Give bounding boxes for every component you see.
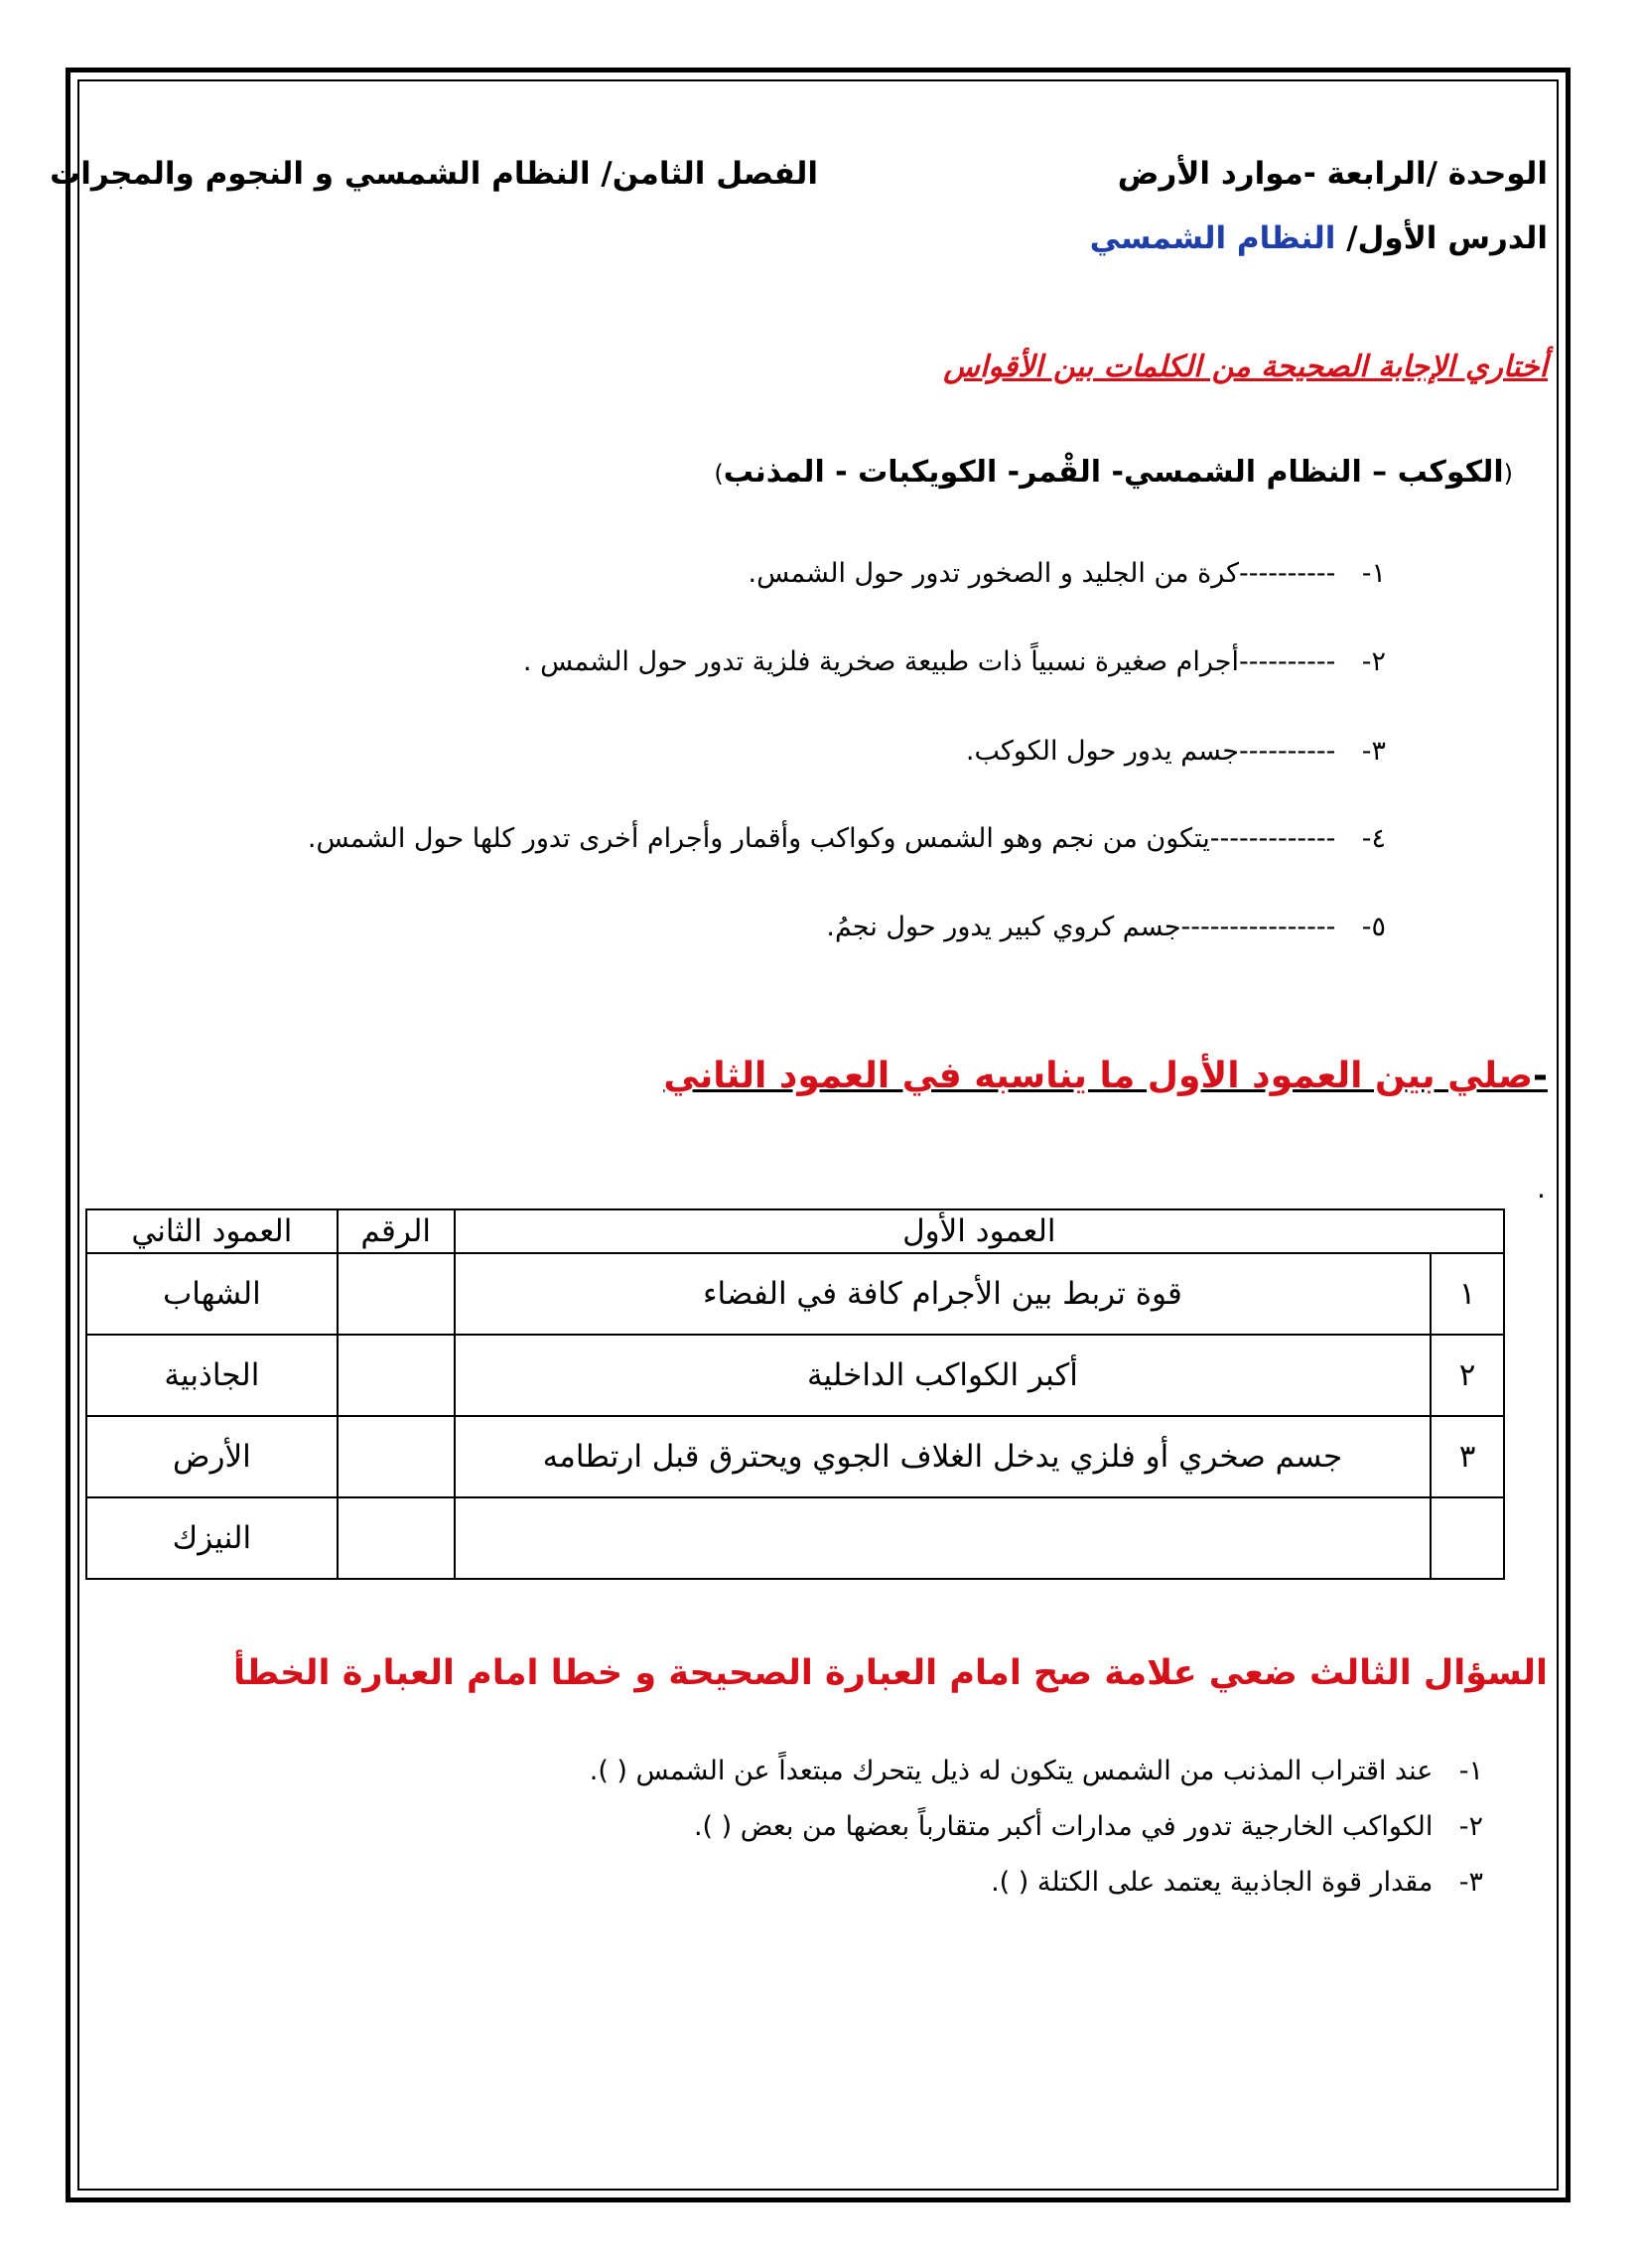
table-row — [86, 1416, 1504, 1497]
tf-item-number: ٢- — [1458, 1811, 1483, 1842]
header-column-two: العمود الثاني — [86, 1209, 338, 1253]
second-column-cell: الشهاب — [86, 1253, 338, 1335]
table-row — [86, 1497, 1504, 1579]
unit-title: الوحدة /الرابعة -موارد الأرض — [1117, 156, 1548, 192]
fill-item-text: كرة من الجليد و الصخور تدور حول الشمس. — [748, 558, 1239, 589]
fill-item-blank[interactable]: ---------- — [1238, 558, 1336, 589]
second-column-cell: الجاذبية — [86, 1335, 338, 1416]
lesson-name: النظام الشمسي — [1089, 220, 1336, 256]
fill-item-number: ٤- — [1361, 823, 1386, 854]
fill-item-blank[interactable]: ---------- — [1238, 646, 1336, 677]
fill-item-number: ٢- — [1361, 646, 1386, 677]
tf-item-text[interactable]: مقدار قوة الجاذبية يعتمد على الكتلة ( ). — [991, 1867, 1434, 1898]
tf-item-text[interactable]: الكواكب الخارجية تدور في مدارات أكبر متقارباً بعضها من بعض ( ). — [693, 1811, 1434, 1842]
fill-item-number: ٥- — [1361, 912, 1386, 942]
fill-item — [308, 823, 1386, 854]
row-index: ٢ — [1431, 1335, 1504, 1416]
fill-item-number: ١- — [1361, 558, 1386, 589]
header-number: الرقم — [338, 1209, 455, 1253]
table-header-row — [86, 1209, 1504, 1253]
tf-item-number: ١- — [1458, 1756, 1483, 1786]
answer-number-cell[interactable] — [338, 1335, 455, 1416]
section1-title: أختاري الإجابة الصحيحة من الكلمات بين الأقواس — [943, 350, 1548, 384]
fill-item-text: جسم كروي كبير يدور حول نجمُ. — [826, 912, 1181, 942]
first-column-cell: أكبر الكواكب الداخلية — [455, 1335, 1431, 1416]
tf-item-text[interactable]: عند اقتراب المذنب من الشمس يتكون له ذيل يتحرك مبتعداً عن الشمس ( ). — [589, 1756, 1434, 1786]
matching-table — [85, 1208, 1505, 1580]
fill-item-blank[interactable]: ---------- — [1238, 736, 1336, 767]
answer-number-cell[interactable] — [338, 1253, 455, 1335]
second-column-cell: النيزك — [86, 1497, 338, 1579]
first-column-cell — [455, 1497, 1431, 1579]
section2-dash: - — [1533, 1056, 1548, 1096]
section2-title-text: صلي بين العمود الأول ما يناسبه في العمود الثاني — [663, 1056, 1534, 1096]
tf-item-number: ٣- — [1458, 1867, 1483, 1898]
true-false-item — [694, 1811, 1483, 1842]
true-false-item — [590, 1756, 1483, 1786]
stray-dot: . — [1537, 1172, 1546, 1205]
fill-item — [966, 736, 1386, 767]
true-false-item — [991, 1867, 1483, 1898]
row-index — [1431, 1497, 1504, 1579]
row-index: ١ — [1431, 1253, 1504, 1335]
fill-item-blank[interactable]: ------------- — [1209, 823, 1336, 854]
word-bank-text: الكوكب – النظام الشمسي- القْمر- الكويكبات - المذنب — [723, 455, 1504, 490]
first-column-cell: جسم صخري أو فلزي يدخل الغلاف الجوي ويحترق قبل ارتطامه — [455, 1416, 1431, 1497]
lesson-title — [1090, 220, 1548, 256]
fill-item-text: يتكون من نجم وهو الشمس وكواكب وأقمار وأجرام أخرى تدور كلها حول الشمس. — [307, 823, 1210, 854]
fill-item-number: ٣- — [1361, 736, 1386, 767]
fill-item — [523, 646, 1386, 677]
first-column-cell: قوة تربط بين الأجرام كافة في الفضاء — [455, 1253, 1431, 1335]
fill-item-text: أجرام صغيرة نسبياً ذات طبيعة صخرية فلزية تدور حول الشمس . — [522, 646, 1239, 677]
fill-item — [826, 912, 1386, 942]
row-index: ٣ — [1431, 1416, 1504, 1497]
word-bank-close-paren: ) — [714, 460, 724, 488]
table-row — [86, 1253, 1504, 1335]
word-bank-open-paren: ( — [1503, 460, 1513, 488]
fill-item-text: جسم يدور حول الكوكب. — [965, 736, 1239, 767]
table-row — [86, 1335, 1504, 1416]
fill-item-blank[interactable]: ---------------- — [1180, 912, 1336, 942]
lesson-prefix: الدرس الأول/ — [1346, 220, 1548, 256]
answer-number-cell[interactable] — [338, 1416, 455, 1497]
second-column-cell: الأرض — [86, 1416, 338, 1497]
header-column-one: العمود الأول — [455, 1209, 1504, 1253]
chapter-title: الفصل الثامن/ النظام الشمسي و النجوم والمجرات — [50, 156, 818, 192]
answer-number-cell[interactable] — [338, 1497, 455, 1579]
fill-item — [749, 558, 1386, 589]
word-bank — [714, 455, 1513, 490]
section3-title: السؤال الثالث ضعي علامة صح امام العبارة الصحيحة و خطا امام العبارة الخطأ — [232, 1653, 1548, 1693]
section2-title — [663, 1056, 1548, 1096]
